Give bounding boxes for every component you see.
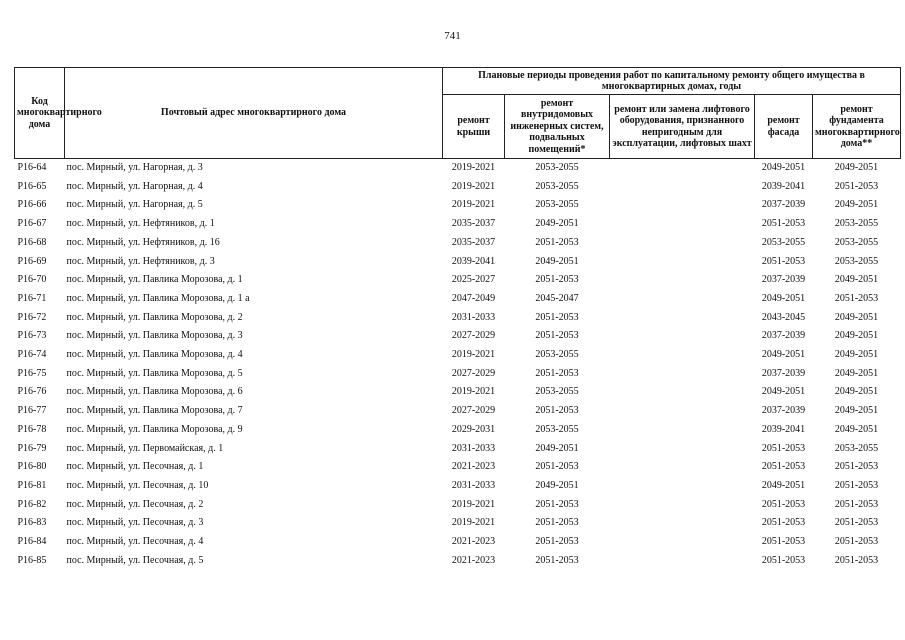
cell-address: пос. Мирный, ул. Павлика Морозова, д. 9 xyxy=(66,423,243,435)
cell-facade: 2037-2039 xyxy=(761,367,806,379)
cell-facade: 2049-2051 xyxy=(761,162,806,173)
cell-facade: 2053-2055 xyxy=(761,236,806,248)
table-row xyxy=(15,533,901,552)
cell-facade: 2039-2041 xyxy=(761,423,806,435)
cell-elevator xyxy=(610,290,755,309)
cell-address: пос. Мирный, ул. Павлика Морозова, д. 2 xyxy=(66,311,243,323)
cell-elevator xyxy=(610,196,755,215)
table-row xyxy=(15,458,901,477)
cell-elevator xyxy=(610,253,755,272)
table-row xyxy=(15,309,901,328)
cell-engineering: 2051-2053 xyxy=(535,498,579,510)
cell-facade: 2051-2053 xyxy=(761,554,806,566)
cell-elevator xyxy=(610,178,755,197)
cell-facade: 2049-2051 xyxy=(761,386,806,398)
cell-foundation: 2051-2053 xyxy=(834,536,879,548)
cell-elevator xyxy=(610,533,755,552)
table-row xyxy=(15,290,901,309)
cell-roof: 2035-2037 xyxy=(451,218,496,230)
table-row xyxy=(15,253,901,272)
cell-facade: 2051-2053 xyxy=(761,517,806,529)
cell-engineering: 2053-2055 xyxy=(535,180,579,192)
cell-roof: 2031-2033 xyxy=(451,479,496,491)
cell-engineering: 2053-2055 xyxy=(535,386,579,398)
cell-foundation: 2053-2055 xyxy=(834,255,879,267)
cell-engineering: 2053-2055 xyxy=(535,162,579,173)
cell-address: пос. Мирный, ул. Нефтяников, д. 3 xyxy=(66,255,215,267)
table-body xyxy=(15,159,901,571)
table-row xyxy=(15,514,901,533)
cell-foundation: 2051-2053 xyxy=(834,292,879,304)
cell-address: пос. Мирный, ул. Нефтяников, д. 16 xyxy=(66,236,220,248)
cell-engineering: 2051-2053 xyxy=(535,536,579,548)
cell-address: пос. Мирный, ул. Павлика Морозова, д. 6 xyxy=(66,386,243,398)
cell-address: пос. Мирный, ул. Песочная, д. 4 xyxy=(66,536,204,548)
table-row xyxy=(15,440,901,459)
cell-foundation: 2049-2051 xyxy=(834,386,879,398)
cell-roof: 2027-2029 xyxy=(451,330,496,342)
cell-code: Р16-76 xyxy=(17,386,47,398)
cell-facade: 2049-2051 xyxy=(761,292,806,304)
table-row xyxy=(15,477,901,496)
cell-engineering: 2053-2055 xyxy=(535,423,579,435)
table-row xyxy=(15,327,901,346)
cell-elevator xyxy=(610,346,755,365)
cell-roof: 2027-2029 xyxy=(451,405,496,417)
cell-code: Р16-64 xyxy=(17,162,47,173)
cell-facade: 2043-2045 xyxy=(761,311,806,323)
cell-engineering: 2051-2053 xyxy=(535,236,579,248)
cell-engineering: 2049-2051 xyxy=(535,218,579,230)
cell-foundation: 2049-2051 xyxy=(834,349,879,361)
cell-foundation: 2049-2051 xyxy=(834,274,879,286)
cell-engineering: 2053-2055 xyxy=(535,349,579,361)
cell-engineering: 2051-2053 xyxy=(535,554,579,566)
cell-roof: 2035-2037 xyxy=(451,236,496,248)
cell-address: пос. Мирный, ул. Нефтяников, д. 1 xyxy=(66,218,215,230)
cell-foundation: 2049-2051 xyxy=(834,199,879,211)
cell-foundation: 2051-2053 xyxy=(834,479,879,491)
cell-code: Р16-72 xyxy=(17,311,47,323)
cell-roof: 2025-2027 xyxy=(451,274,496,286)
cell-elevator xyxy=(610,458,755,477)
table-row xyxy=(15,346,901,365)
cell-engineering: 2051-2053 xyxy=(535,330,579,342)
cell-foundation: 2051-2053 xyxy=(834,180,879,192)
cell-foundation: 2049-2051 xyxy=(834,367,879,379)
cell-roof: 2019-2021 xyxy=(451,349,496,361)
cell-foundation: 2049-2051 xyxy=(834,423,879,435)
cell-code: Р16-69 xyxy=(17,255,47,267)
cell-elevator xyxy=(610,440,755,459)
table-row xyxy=(15,271,901,290)
capital-repair-schedule-table xyxy=(14,67,901,570)
cell-roof: 2047-2049 xyxy=(451,292,496,304)
table-row xyxy=(15,383,901,402)
cell-roof: 2029-2031 xyxy=(451,423,496,435)
cell-address: пос. Мирный, ул. Первомайская, д. 1 xyxy=(66,442,224,454)
cell-facade: 2051-2053 xyxy=(761,218,806,230)
cell-facade: 2051-2053 xyxy=(761,442,806,454)
cell-elevator xyxy=(610,159,755,178)
header-group: Плановые периоды проведения работ по капитальному ремонту общего имущества в многоквартирных домах, годы xyxy=(443,68,901,95)
table-row xyxy=(15,234,901,253)
cell-code: Р16-78 xyxy=(17,423,47,435)
cell-facade: 2037-2039 xyxy=(761,274,806,286)
cell-address: пос. Мирный, ул. Павлика Морозова, д. 3 xyxy=(66,330,243,342)
cell-engineering: 2053-2055 xyxy=(535,199,579,211)
cell-elevator xyxy=(610,477,755,496)
cell-facade: 2051-2053 xyxy=(761,536,806,548)
cell-elevator xyxy=(610,215,755,234)
cell-code: Р16-74 xyxy=(17,349,47,361)
cell-roof: 2019-2021 xyxy=(451,180,496,192)
cell-roof: 2021-2023 xyxy=(451,536,496,548)
cell-foundation: 2053-2055 xyxy=(834,218,879,230)
cell-facade: 2051-2053 xyxy=(761,498,806,510)
cell-address: пос. Мирный, ул. Песочная, д. 2 xyxy=(66,498,204,510)
cell-roof: 2019-2021 xyxy=(451,162,496,173)
cell-elevator xyxy=(610,552,755,571)
cell-address: пос. Мирный, ул. Песочная, д. 3 xyxy=(66,517,204,529)
cell-foundation: 2049-2051 xyxy=(834,162,879,173)
cell-elevator xyxy=(610,309,755,328)
cell-code: Р16-67 xyxy=(17,218,47,230)
cell-elevator xyxy=(610,271,755,290)
cell-code: Р16-85 xyxy=(17,554,47,566)
cell-code: Р16-81 xyxy=(17,479,47,491)
cell-facade: 2037-2039 xyxy=(761,330,806,342)
cell-roof: 2021-2023 xyxy=(451,461,496,473)
cell-engineering: 2051-2053 xyxy=(535,517,579,529)
cell-foundation: 2053-2055 xyxy=(834,442,879,454)
cell-code: Р16-68 xyxy=(17,236,47,248)
header-facade: ремонт фасада xyxy=(755,95,813,159)
header-address: Почтовый адрес многоквартирного дома xyxy=(65,68,443,159)
cell-roof: 2039-2041 xyxy=(451,255,496,267)
header-engineering: ремонт внутридомовых инженерных систем, подвальных помещений* xyxy=(505,95,610,159)
cell-roof: 2019-2021 xyxy=(451,498,496,510)
cell-foundation: 2051-2053 xyxy=(834,498,879,510)
cell-foundation: 2051-2053 xyxy=(834,554,879,566)
table-row xyxy=(15,178,901,197)
cell-engineering: 2045-2047 xyxy=(535,292,579,304)
cell-code: Р16-83 xyxy=(17,517,47,529)
cell-engineering: 2051-2053 xyxy=(535,367,579,379)
cell-engineering: 2051-2053 xyxy=(535,311,579,323)
cell-elevator xyxy=(610,234,755,253)
cell-engineering: 2049-2051 xyxy=(535,479,579,491)
cell-address: пос. Мирный, ул. Песочная, д. 5 xyxy=(66,554,204,566)
cell-address: пос. Мирный, ул. Павлика Морозова, д. 5 xyxy=(66,367,243,379)
cell-address: пос. Мирный, ул. Нагорная, д. 4 xyxy=(66,180,203,192)
cell-address: пос. Мирный, ул. Нагорная, д. 3 xyxy=(66,162,203,173)
cell-code: Р16-73 xyxy=(17,330,47,342)
cell-code: Р16-79 xyxy=(17,442,47,454)
cell-foundation: 2051-2053 xyxy=(834,461,879,473)
cell-facade: 2039-2041 xyxy=(761,180,806,192)
table-row xyxy=(15,552,901,571)
cell-elevator xyxy=(610,327,755,346)
cell-address: пос. Мирный, ул. Павлика Морозова, д. 1 а xyxy=(66,292,250,304)
table-row xyxy=(15,159,901,178)
cell-engineering: 2051-2053 xyxy=(535,274,579,286)
cell-code: Р16-70 xyxy=(17,274,47,286)
cell-engineering: 2049-2051 xyxy=(535,442,579,454)
header-code: Код многоквартирного дома xyxy=(15,68,65,159)
cell-engineering: 2049-2051 xyxy=(535,255,579,267)
cell-roof: 2019-2021 xyxy=(451,517,496,529)
cell-elevator xyxy=(610,496,755,515)
cell-roof: 2019-2021 xyxy=(451,386,496,398)
cell-address: пос. Мирный, ул. Песочная, д. 10 xyxy=(66,479,209,491)
cell-facade: 2049-2051 xyxy=(761,349,806,361)
cell-address: пос. Мирный, ул. Павлика Морозова, д. 4 xyxy=(66,349,243,361)
cell-foundation: 2049-2051 xyxy=(834,405,879,417)
cell-facade: 2037-2039 xyxy=(761,199,806,211)
table-row xyxy=(15,402,901,421)
cell-roof: 2031-2033 xyxy=(451,442,496,454)
cell-address: пос. Мирный, ул. Песочная, д. 1 xyxy=(66,461,204,473)
cell-roof: 2019-2021 xyxy=(451,199,496,211)
cell-foundation: 2051-2053 xyxy=(834,517,879,529)
cell-facade: 2049-2051 xyxy=(761,479,806,491)
cell-address: пос. Мирный, ул. Павлика Морозова, д. 7 xyxy=(66,405,243,417)
table-row xyxy=(15,496,901,515)
cell-foundation: 2053-2055 xyxy=(834,236,879,248)
cell-address: пос. Мирный, ул. Нагорная, д. 5 xyxy=(66,199,203,211)
cell-elevator xyxy=(610,365,755,384)
cell-facade: 2037-2039 xyxy=(761,405,806,417)
header-foundation: ремонт фундамента многоквартирного дома** xyxy=(813,95,901,159)
cell-foundation: 2049-2051 xyxy=(834,330,879,342)
cell-code: Р16-84 xyxy=(17,536,47,548)
cell-facade: 2051-2053 xyxy=(761,461,806,473)
table-row xyxy=(15,365,901,384)
cell-code: Р16-80 xyxy=(17,461,47,473)
table-row xyxy=(15,196,901,215)
cell-elevator xyxy=(610,421,755,440)
cell-code: Р16-77 xyxy=(17,405,47,417)
cell-roof: 2031-2033 xyxy=(451,311,496,323)
cell-elevator xyxy=(610,514,755,533)
header-roof: ремонт крыши xyxy=(443,95,505,159)
cell-code: Р16-75 xyxy=(17,367,47,379)
cell-elevator xyxy=(610,402,755,421)
cell-address: пос. Мирный, ул. Павлика Морозова, д. 1 xyxy=(66,274,243,286)
page-number: 741 xyxy=(444,30,461,42)
table-row xyxy=(15,215,901,234)
cell-code: Р16-82 xyxy=(17,498,47,510)
table-header xyxy=(15,68,901,159)
cell-roof: 2021-2023 xyxy=(451,554,496,566)
cell-elevator xyxy=(610,383,755,402)
cell-roof: 2027-2029 xyxy=(451,367,496,379)
header-elevator: ремонт или замена лифтового оборудования, признанного непригодным для эксплуатации, лифтовых шахт xyxy=(610,95,755,159)
cell-facade: 2051-2053 xyxy=(761,255,806,267)
cell-code: Р16-66 xyxy=(17,199,47,211)
cell-code: Р16-71 xyxy=(17,292,47,304)
cell-foundation: 2049-2051 xyxy=(834,311,879,323)
cell-engineering: 2051-2053 xyxy=(535,405,579,417)
cell-code: Р16-65 xyxy=(17,180,47,192)
table-row xyxy=(15,421,901,440)
cell-engineering: 2051-2053 xyxy=(535,461,579,473)
